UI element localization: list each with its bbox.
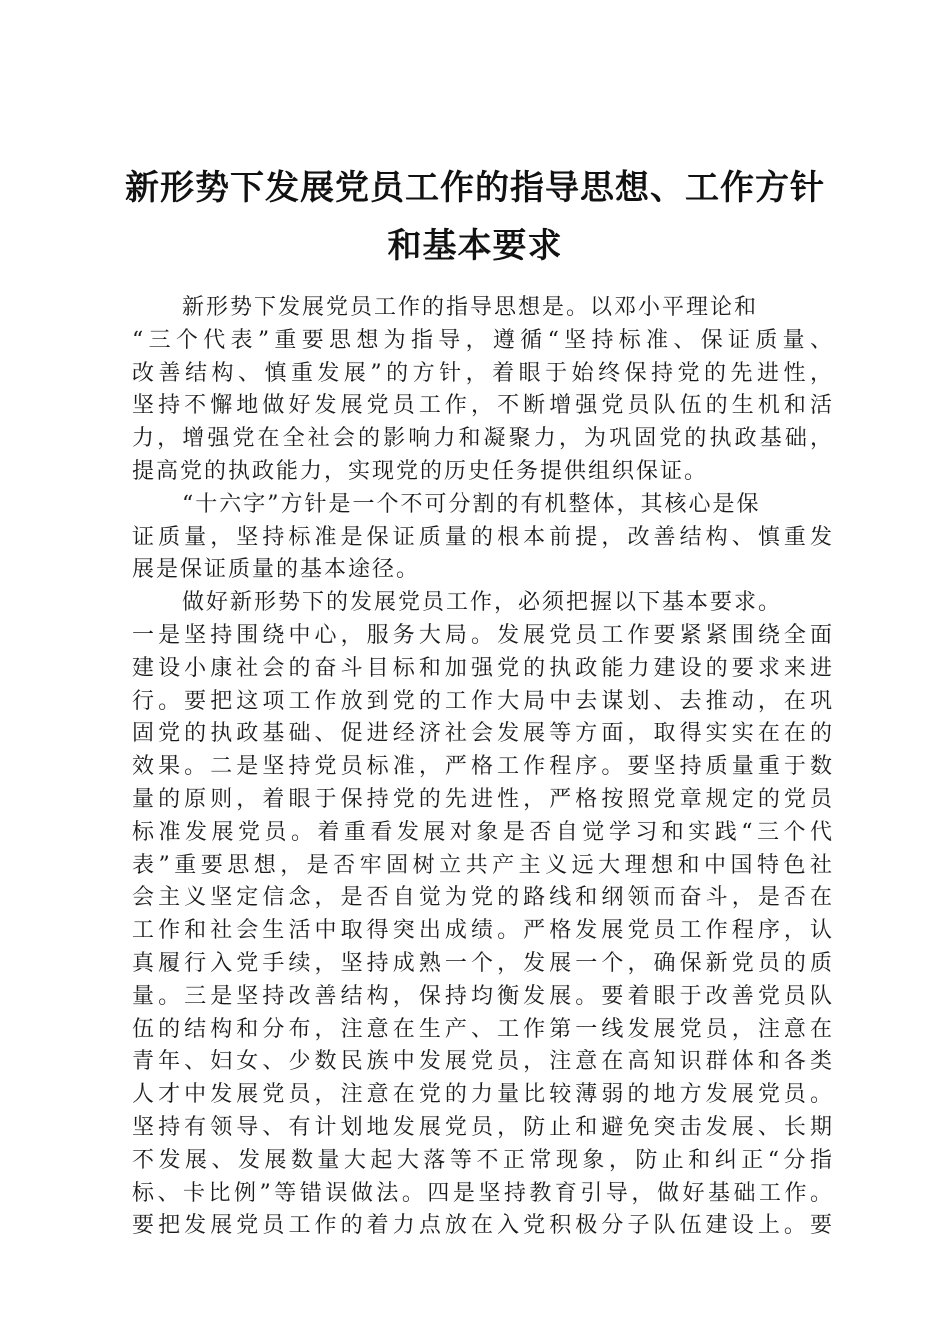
text-line: 展是保证质量的基本途径。 [132, 557, 421, 583]
text-line: 行。要把这项工作放到党的工作大局中去谋划、去推动，在巩 [132, 688, 832, 714]
text-line: 伍的结构和分布，注意在生产、工作第一线发展党员，注意在 [132, 1016, 832, 1042]
text-line: 建设小康社会的奋斗目标和加强党的执政能力建设的要求来进 [132, 655, 832, 681]
text-line: 坚持不懈地做好发展党员工作，不断增强党员队伍的生机和活 [132, 393, 832, 419]
document-body [132, 292, 832, 1243]
text-line: 固党的执政基础、促进经济社会发展等方面，取得实实在在的 [132, 721, 832, 747]
text-line: 力，增强党在全社会的影响力和凝聚力，为巩固党的执政基础， [132, 426, 832, 452]
text-line: 量的原则，着眼于保持党的先进性，严格按照党章规定的党员 [132, 786, 832, 812]
text-line: 会主义坚定信念，是否自觉为党的路线和纲领而奋斗，是否在 [132, 885, 832, 911]
text-line: 提高党的执政能力，实现党的历史任务提供组织保证。 [132, 458, 709, 484]
text-line: “三个代表”重要思想为指导，遵循“坚持标准、保证质量、 [132, 327, 832, 353]
text-line: 效果。二是坚持党员标准，严格工作程序。要坚持质量重于数 [132, 754, 832, 780]
text-line: 不发展、发展数量大起大落等不正常现象，防止和纠正“分指 [132, 1147, 832, 1173]
text-line: 表”重要思想，是否牢固树立共产主义远大理想和中国特色社 [132, 852, 832, 878]
text-line: 青年、妇女、少数民族中发展党员，注意在高知识群体和各类 [132, 1049, 832, 1075]
text-line: 做好新形势下的发展党员工作，必须把握以下基本要求。 [182, 590, 783, 616]
text-line: 一是坚持围绕中心，服务大局。发展党员工作要紧紧围绕全面 [132, 622, 832, 648]
text-line: 要把发展党员工作的着力点放在入党积极分子队伍建设上。要 [132, 1213, 832, 1239]
text-line: 标、卡比例”等错误做法。四是坚持教育引导，做好基础工作。 [132, 1180, 832, 1206]
text-line: 标准发展党员。着重看发展对象是否自觉学习和实践“三个代 [132, 819, 832, 845]
text-line: 改善结构、慎重发展”的方针，着眼于始终保持党的先进性， [132, 360, 832, 386]
text-line: 工作和社会生活中取得突出成绩。严格发展党员工作程序，认 [132, 918, 832, 944]
text-line: 量。三是坚持改善结构，保持均衡发展。要着眼于改善党员队 [132, 983, 832, 1009]
text-line: 证质量，坚持标准是保证质量的根本前提，改善结构、慎重发 [132, 524, 832, 550]
text-line: 人才中发展党员，注意在党的力量比较薄弱的地方发展党员。 [132, 1082, 832, 1108]
text-line: 新形势下发展党员工作的指导思想是。以邓小平理论和 [182, 295, 759, 320]
text-line: 坚持有领导、有计划地发展党员，防止和避免突击发展、长期 [132, 1114, 832, 1140]
document-title-line-1: 新形势下发展党员工作的指导思想、工作方针 [125, 168, 825, 208]
document-title-line-2: 和基本要求 [387, 226, 563, 266]
text-line: “十六字”方针是一个不可分割的有机整体，其核心是保 [182, 491, 761, 517]
text-line: 真履行入党手续，坚持成熟一个，发展一个，确保新党员的质 [132, 950, 832, 976]
